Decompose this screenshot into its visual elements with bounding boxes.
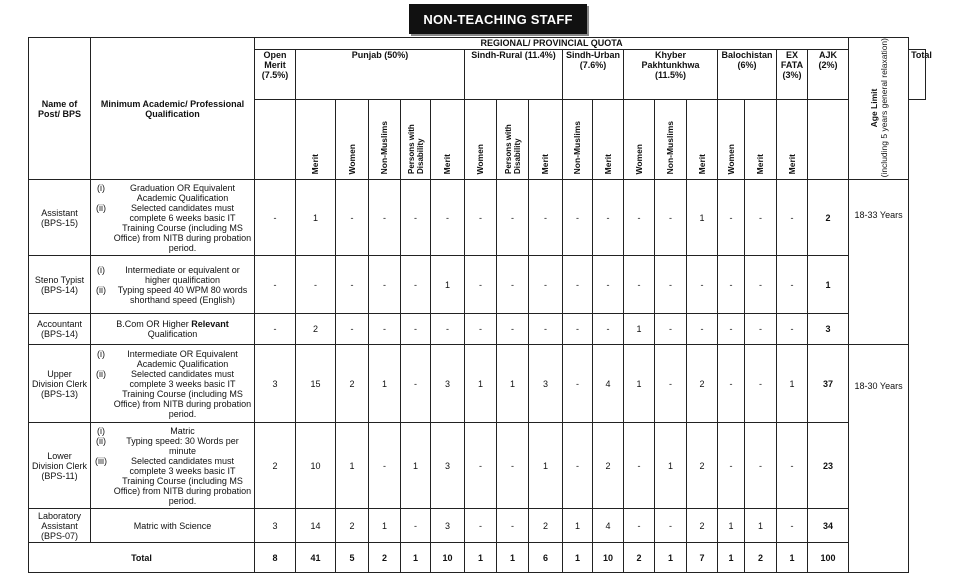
total-value-cell: 5 (336, 543, 369, 573)
row-total-cell: 23 (808, 423, 849, 509)
quota-value-cell: - (465, 314, 497, 345)
age-limit-cell: 18-30 Years (849, 345, 909, 573)
quota-value-cell: - (369, 314, 401, 345)
total-value-cell: 1 (563, 543, 593, 573)
subheader-balochistan-merit: Merit (687, 100, 718, 180)
qualification-cell (91, 509, 255, 543)
staff-quota-table (28, 37, 932, 573)
subheader-open-merit-blank (255, 100, 296, 180)
qualification-cell (91, 180, 255, 256)
quota-value-cell: - (401, 509, 431, 543)
quota-value-cell: - (624, 256, 655, 314)
header-open-merit: Open Merit (7.5%) (255, 49, 296, 100)
quota-value-cell: 2 (296, 314, 336, 345)
quota-value-cell: 3 (255, 345, 296, 423)
subheader-sindh-rural-pwd: Persons with Disability (497, 100, 529, 180)
subheader-punjab-non-muslims: Non-Muslims (369, 100, 401, 180)
subheader-ex-fata-merit: Merit (745, 100, 777, 180)
quota-value-cell: - (336, 180, 369, 256)
quota-value-cell: - (336, 256, 369, 314)
row-total-cell: 34 (808, 509, 849, 543)
quota-value-cell: 1 (745, 509, 777, 543)
quota-value-cell: 1 (624, 345, 655, 423)
quota-value-cell: - (745, 314, 777, 345)
quota-value-cell: - (255, 314, 296, 345)
table-row (29, 423, 926, 509)
quota-value-cell: - (745, 423, 777, 509)
quota-value-cell: 1 (655, 423, 687, 509)
quota-value-cell: 1 (336, 423, 369, 509)
quota-value-cell: 4 (593, 345, 624, 423)
quota-value-cell: - (777, 509, 808, 543)
subheader-punjab-women: Women (336, 100, 369, 180)
header-punjab: Punjab (50%) (296, 49, 465, 100)
header-ajk: AJK (2%) (808, 49, 849, 100)
qualification-item-text: Selected candidates must complete 3 weeks basic IT Training Course (including MS Office) from NITB during probation period. (113, 368, 252, 419)
qualification-item-text: Typing speed: 30 Words per minute (126, 435, 239, 456)
quota-value-cell: 1 (529, 423, 563, 509)
quota-value-cell: - (401, 345, 431, 423)
total-value-cell: 2 (745, 543, 777, 573)
header-khyber-pakhtunkhwa: Khyber Pakhtunkhwa (11.5%) (624, 49, 718, 100)
quota-value-cell: 1 (465, 345, 497, 423)
header-balochistan: Balochistan (6%) (718, 49, 777, 100)
qualification-item-text: Intermediate OR Equivalent Academic Qualification (127, 348, 238, 369)
quota-value-cell: - (777, 423, 808, 509)
row-total-cell: 2 (808, 180, 849, 256)
quota-value-cell: - (777, 256, 808, 314)
totals-row (29, 543, 926, 573)
qualification-item (93, 183, 252, 203)
qualification-item (93, 436, 252, 456)
quota-value-cell: - (369, 256, 401, 314)
qualification-item (93, 349, 252, 369)
qualification-item-text: Graduation OR Equivalent Academic Qualification (129, 182, 236, 203)
total-value-cell: 41 (296, 543, 336, 573)
qualification-item-text: Matric (170, 425, 195, 436)
subheader-kp-merit: Merit (593, 100, 624, 180)
qualification-item-text: Selected candidates must complete 6 weeks basic IT Training Course (including MS Office) from NITB during probation period. (113, 202, 252, 253)
qualification-text: Matric with Science (133, 520, 212, 531)
quota-value-cell: - (563, 180, 593, 256)
quota-value-cell: - (401, 314, 431, 345)
quota-value-cell: - (655, 345, 687, 423)
qualification-item-number: (i) (97, 425, 105, 436)
qualification-item (93, 265, 252, 285)
page-title: NON-TEACHING STAFF (409, 4, 587, 34)
qualification-item-number: (i) (97, 348, 105, 359)
header-name-of-post: Name of Post/ BPS (29, 38, 91, 180)
total-value-cell: 10 (593, 543, 624, 573)
header-qualification: Minimum Academic/ Professional Qualification (91, 38, 255, 180)
age-limit-label: Age Limit (868, 88, 879, 128)
totals-label: Total (29, 543, 255, 573)
total-value-cell: 7 (687, 543, 718, 573)
header-sindh-rural: Sindh-Rural (11.4%) (465, 49, 563, 100)
total-value-cell: 2 (369, 543, 401, 573)
table-row (29, 314, 926, 345)
total-value-cell: 1 (497, 543, 529, 573)
quota-value-cell: - (401, 256, 431, 314)
quota-value-cell: 2 (593, 423, 624, 509)
row-total-cell: 1 (808, 256, 849, 314)
qualification-item (93, 285, 252, 305)
quota-value-cell: - (431, 314, 465, 345)
quota-value-cell: 2 (529, 509, 563, 543)
total-value-cell: 10 (431, 543, 465, 573)
quota-value-cell: - (593, 314, 624, 345)
qualification-item-number: (ii) (96, 284, 106, 295)
subheader-sindh-rural-merit: Merit (431, 100, 465, 180)
subheader-total-blank (808, 100, 849, 180)
quota-value-cell: 3 (431, 509, 465, 543)
quota-value-cell: 2 (687, 509, 718, 543)
table-row (29, 180, 926, 256)
qualification-item-number: (i) (97, 264, 105, 275)
quota-value-cell: - (255, 180, 296, 256)
quota-value-cell: 1 (563, 509, 593, 543)
total-value-cell: 8 (255, 543, 296, 573)
quota-value-cell: 3 (431, 423, 465, 509)
quota-value-cell: - (745, 345, 777, 423)
subheader-punjab-pwd: Persons with Disability (401, 100, 431, 180)
post-name-cell: Lower Division Clerk (BPS-11) (29, 423, 91, 509)
quota-value-cell: - (655, 256, 687, 314)
quota-value-cell: 1 (431, 256, 465, 314)
subheader-punjab-merit: Merit (296, 100, 336, 180)
quota-value-cell: - (655, 509, 687, 543)
quota-value-cell: 2 (336, 345, 369, 423)
quota-value-cell: 1 (296, 180, 336, 256)
subheader-sindh-urban-non-muslims: Non-Muslims (563, 100, 593, 180)
quota-value-cell: 1 (401, 423, 431, 509)
quota-value-cell: - (563, 423, 593, 509)
qualification-item (93, 203, 252, 253)
quota-value-cell: 3 (529, 345, 563, 423)
quota-value-cell: 1 (687, 180, 718, 256)
total-value-cell: 6 (529, 543, 563, 573)
post-name-cell: Accountant (BPS-14) (29, 314, 91, 345)
quota-value-cell: 3 (255, 509, 296, 543)
quota-value-cell: - (497, 509, 529, 543)
subheader-kp-women: Women (624, 100, 655, 180)
quota-value-cell: - (624, 423, 655, 509)
quota-value-cell: - (465, 423, 497, 509)
qualification-item-number: (iii) (95, 455, 107, 466)
quota-value-cell: - (563, 314, 593, 345)
post-name-cell: Assistant (BPS-15) (29, 180, 91, 256)
quota-value-cell: - (745, 180, 777, 256)
quota-value-cell: - (593, 180, 624, 256)
header-regional-quota: REGIONAL/ PROVINCIAL QUOTA (255, 38, 849, 50)
quota-value-cell: - (718, 423, 745, 509)
row-total-cell: 3 (808, 314, 849, 345)
post-name-cell: Laboratory Assistant (BPS-07) (29, 509, 91, 543)
quota-value-cell: - (497, 423, 529, 509)
subheader-kp-non-muslims: Non-Muslims (655, 100, 687, 180)
qualification-cell (91, 345, 255, 423)
header-age-limit (849, 38, 909, 180)
quota-value-cell: - (465, 256, 497, 314)
quota-value-cell: - (563, 345, 593, 423)
qualification-item-number: (ii) (96, 368, 106, 379)
quota-value-cell: - (687, 314, 718, 345)
subheader-ajk-merit: Merit (777, 100, 808, 180)
quota-value-cell: 1 (369, 509, 401, 543)
quota-value-cell: 10 (296, 423, 336, 509)
quota-value-cell: - (529, 256, 563, 314)
quota-value-cell: - (624, 509, 655, 543)
qualification-item-text: Selected candidates must complete 3 weeks basic IT Training Course (including MS Office) from NITB during probation period. (113, 455, 252, 506)
quota-value-cell: - (718, 256, 745, 314)
quota-value-cell: 1 (624, 314, 655, 345)
quota-value-cell: - (718, 314, 745, 345)
quota-value-cell: - (777, 180, 808, 256)
total-value-cell: 1 (718, 543, 745, 573)
header-ex-fata: EX FATA (3%) (777, 49, 808, 100)
quota-value-cell: - (431, 180, 465, 256)
qualification-item-text: Intermediate or equivalent or higher qualification (125, 264, 240, 285)
table-row (29, 509, 926, 543)
quota-value-cell: - (497, 314, 529, 345)
quota-value-cell: 2 (687, 345, 718, 423)
header-total: Total (909, 49, 926, 100)
quota-value-cell: - (497, 256, 529, 314)
qualification-item-number: (ii) (96, 435, 106, 446)
quota-value-cell: 3 (431, 345, 465, 423)
quota-value-cell: - (655, 314, 687, 345)
qualification-cell (91, 314, 255, 345)
quota-value-cell: 1 (369, 345, 401, 423)
quota-value-cell: 2 (255, 423, 296, 509)
quota-value-cell: 4 (593, 509, 624, 543)
quota-value-cell: 1 (497, 345, 529, 423)
quota-value-cell: 15 (296, 345, 336, 423)
quota-value-cell: - (336, 314, 369, 345)
qualification-item-text: Typing speed 40 WPM 80 words shorthand speed (English) (117, 284, 248, 305)
qualification-text: B.Com OR Higher (116, 319, 189, 330)
table-row (29, 345, 926, 423)
qualification-item (93, 456, 252, 506)
quota-value-cell: - (593, 256, 624, 314)
qualification-item-number: (i) (97, 182, 105, 193)
quota-value-cell: 2 (336, 509, 369, 543)
quota-value-cell: - (255, 256, 296, 314)
total-value-cell: 1 (655, 543, 687, 573)
qualification-bold-text: Relevant (191, 319, 229, 330)
quota-value-cell: 14 (296, 509, 336, 543)
quota-value-cell: - (718, 345, 745, 423)
total-value-cell: 1 (465, 543, 497, 573)
quota-value-cell: - (563, 256, 593, 314)
quota-value-cell: - (529, 180, 563, 256)
qualification-cell (91, 256, 255, 314)
total-value-cell: 2 (624, 543, 655, 573)
total-value-cell: 1 (401, 543, 431, 573)
subheader-sindh-urban-merit: Merit (529, 100, 563, 180)
age-limit-cell: 18-33 Years (849, 180, 909, 345)
quota-value-cell: 2 (687, 423, 718, 509)
subheader-balochistan-women: Women (718, 100, 745, 180)
quota-value-cell: 1 (718, 509, 745, 543)
quota-value-cell: - (745, 256, 777, 314)
table-row (29, 256, 926, 314)
quota-value-cell: - (465, 509, 497, 543)
quota-value-cell: - (718, 180, 745, 256)
total-value-cell: 1 (777, 543, 808, 573)
subheader-sindh-rural-women: Women (465, 100, 497, 180)
quota-value-cell: - (624, 180, 655, 256)
qualification-item (93, 426, 252, 436)
quota-value-cell: - (296, 256, 336, 314)
quota-value-cell: - (369, 423, 401, 509)
grand-total-cell: 100 (808, 543, 849, 573)
quota-value-cell: - (777, 314, 808, 345)
qualification-item-number: (ii) (96, 202, 106, 213)
quota-value-cell: 1 (777, 345, 808, 423)
quota-value-cell: - (655, 180, 687, 256)
qualification-cell (91, 423, 255, 509)
age-limit-note: (including 5 years general relaxation) (878, 38, 889, 178)
qualification-text-end: Qualification (147, 329, 198, 340)
quota-value-cell: - (687, 256, 718, 314)
quota-value-cell: - (465, 180, 497, 256)
quota-value-cell: - (369, 180, 401, 256)
post-name-cell: Upper Division Clerk (BPS-13) (29, 345, 91, 423)
qualification-item (93, 369, 252, 419)
quota-value-cell: - (529, 314, 563, 345)
post-name-cell: Steno Typist (BPS-14) (29, 256, 91, 314)
quota-value-cell: - (401, 180, 431, 256)
quota-value-cell: - (497, 180, 529, 256)
header-sindh-urban: Sindh-Urban (7.6%) (563, 49, 624, 100)
row-total-cell: 37 (808, 345, 849, 423)
